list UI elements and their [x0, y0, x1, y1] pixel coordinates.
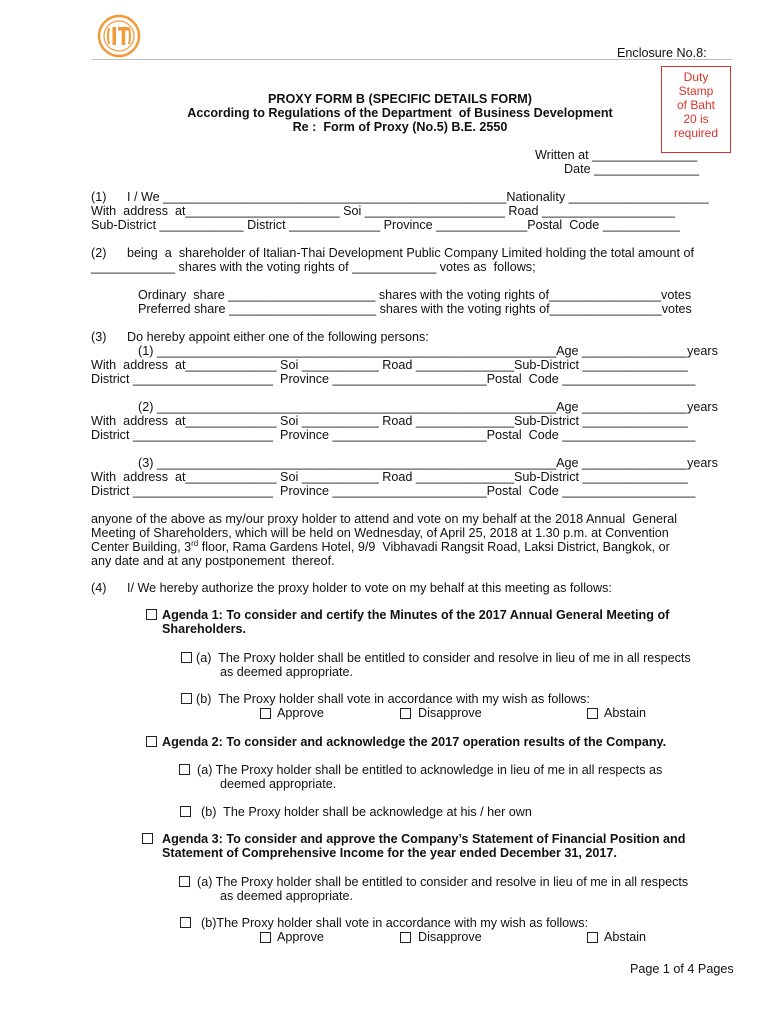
duty-stamp-box	[661, 66, 731, 153]
proxy-person-name-field[interactable]: (3) _________________________________________________________Age _______________years	[138, 456, 718, 470]
proxy-person-address-field[interactable]: With address at_____________ Soi ___________ Road ______________Sub-District _______________	[91, 414, 688, 428]
agenda-1-abstain-checkbox[interactable]	[587, 708, 598, 719]
agenda-1-disapprove-checkbox[interactable]	[400, 708, 411, 719]
proxy-person-name-field[interactable]: (1) _________________________________________________________Age _______________years	[138, 344, 718, 358]
agenda-2-option-a-label: (a) The Proxy holder shall be entitled to acknowledge in lieu of me in all respects as	[197, 763, 663, 777]
section-number: (4)	[91, 581, 107, 595]
agenda-3-option-a-checkbox[interactable]	[179, 876, 190, 887]
proxy-purpose-text: any date and at any postponement thereof.	[91, 554, 335, 568]
section-number: (2)	[91, 246, 107, 260]
header-divider	[92, 59, 732, 60]
proxy-person-district-field[interactable]: District ____________________ Province ______________________Postal Code ___________________	[91, 428, 696, 442]
proxy-purpose-text: Meeting of Shareholders, which will be held on Wednesday, of April 25, 2018 at 1.30 p.m. at Convention	[91, 526, 669, 540]
page-number: Page 1 of 4 Pages	[630, 962, 734, 976]
agenda-3-title: Statement of Comprehensive Income for the year ended December 31, 2017.	[162, 846, 617, 860]
stamp-line: 20 is	[683, 112, 709, 126]
agenda-1-checkbox[interactable]	[146, 609, 157, 620]
proxy-purpose-text: anyone of the above as my/our proxy holder to attend and vote on my behalf at the 2018 Annual General	[91, 512, 678, 526]
agenda-3-checkbox[interactable]	[142, 833, 153, 844]
written-at-field[interactable]: Written at _______________	[535, 148, 698, 162]
form-title: PROXY FORM B (SPECIFIC DETAILS FORM)	[267, 92, 532, 106]
agenda-3-disapprove-checkbox[interactable]	[400, 932, 411, 943]
agenda-3-option-b-checkbox[interactable]	[180, 917, 191, 928]
date-field[interactable]: Date _______________	[564, 162, 700, 176]
agenda-1-approve-checkbox[interactable]	[260, 708, 271, 719]
enclosure-label: Enclosure No.8:	[617, 46, 707, 60]
agenda-2-title: Agenda 2: To consider and acknowledge the 2017 operation results of the Company.	[162, 735, 667, 749]
company-logo-icon	[97, 14, 141, 58]
proxy-purpose-text: Center Building, 3rd floor, Rama Gardens Hotel, 9/9 Vibhavadi Rangsit Road, Laksi District, Bangkok, or	[91, 539, 670, 554]
agenda-1-option-a-checkbox[interactable]	[181, 652, 192, 663]
agenda-2-option-b-label: (b) The Proxy holder shall be acknowledge at his / her own	[201, 805, 532, 819]
agenda-3-option-a-label: (a) The Proxy holder shall be entitled to consider and resolve in lieu of me in all respects	[197, 875, 689, 889]
abstain-label: Abstain	[604, 706, 647, 720]
agenda-1-option-b-label: (b) The Proxy holder shall vote in accordance with my wish as follows:	[196, 692, 590, 706]
section-number: (3)	[91, 330, 107, 344]
proxy-person-district-field[interactable]: District ____________________ Province ______________________Postal Code ___________________	[91, 372, 696, 386]
preferred-share-field[interactable]: Preferred share _____________________ shares with the voting rights of________________votes	[138, 302, 692, 316]
agenda-3-option-b-label: (b)The Proxy holder shall vote in accordance with my wish as follows:	[201, 916, 589, 930]
disapprove-label: Disapprove	[418, 706, 482, 720]
agenda-2-option-b-checkbox[interactable]	[180, 806, 191, 817]
shares-field[interactable]: ____________ shares with the voting rights of ____________ votes as follows;	[91, 260, 536, 274]
form-subtitle: According to Regulations of the Department of Business Development	[187, 106, 613, 120]
proxy-person-district-field[interactable]: District ____________________ Province ______________________Postal Code ___________________	[91, 484, 696, 498]
section-number: (1)	[91, 190, 107, 204]
agenda-1-title: Shareholders.	[162, 622, 246, 636]
proxy-person-address-field[interactable]: With address at_____________ Soi ___________ Road ______________Sub-District _______________	[91, 470, 688, 484]
approve-label: Approve	[277, 930, 324, 944]
approve-label: Approve	[277, 706, 324, 720]
authorize-intro: I/ We hereby authorize the proxy holder to vote on my behalf at this meeting as follows:	[127, 581, 612, 595]
district-field[interactable]: Sub-District ____________ District _____________ Province _____________Postal Code ___________	[91, 218, 680, 232]
disapprove-label: Disapprove	[418, 930, 482, 944]
agenda-3-abstain-checkbox[interactable]	[587, 932, 598, 943]
agenda-2-option-a-label: deemed appropriate.	[220, 777, 337, 791]
form-reference: Re : Form of Proxy (No.5) B.E. 2550	[292, 120, 508, 134]
proxy-person-name-field[interactable]: (2) _________________________________________________________Age _______________years	[138, 400, 718, 414]
stamp-line: required	[673, 126, 719, 140]
stamp-line: Stamp	[678, 84, 714, 98]
address-field[interactable]: With address at______________________ Soi ____________________ Road ___________________	[91, 204, 676, 218]
agenda-1-option-b-checkbox[interactable]	[181, 693, 192, 704]
abstain-label: Abstain	[604, 930, 647, 944]
agenda-2-checkbox[interactable]	[146, 736, 157, 747]
agenda-1-title: Agenda 1: To consider and certify the Minutes of the 2017 Annual General Meeting of	[162, 608, 670, 622]
agenda-3-option-a-label: as deemed appropriate.	[220, 889, 354, 903]
agenda-3-approve-checkbox[interactable]	[260, 932, 271, 943]
agenda-1-option-a-label: as deemed appropriate.	[220, 665, 354, 679]
stamp-line: of Baht	[676, 98, 716, 112]
shareholder-statement: being a shareholder of Italian-Thai Development Public Company Limited holding the total amount of	[127, 246, 695, 260]
name-nationality-field[interactable]: I / We _________________________________________________Nationality ____________________	[127, 190, 709, 204]
agenda-2-option-a-checkbox[interactable]	[179, 764, 190, 775]
ordinary-share-field[interactable]: Ordinary share _____________________ shares with the voting rights of________________votes	[138, 288, 692, 302]
proxy-person-address-field[interactable]: With address at_____________ Soi ___________ Road ______________Sub-District _______________	[91, 358, 688, 372]
stamp-line: Duty	[683, 70, 709, 84]
appoint-intro: Do hereby appoint either one of the following persons:	[127, 330, 429, 344]
agenda-1-option-a-label: (a) The Proxy holder shall be entitled to consider and resolve in lieu of me in all respects	[196, 651, 691, 665]
agenda-3-title: Agenda 3: To consider and approve the Company’s Statement of Financial Position and	[162, 832, 686, 846]
